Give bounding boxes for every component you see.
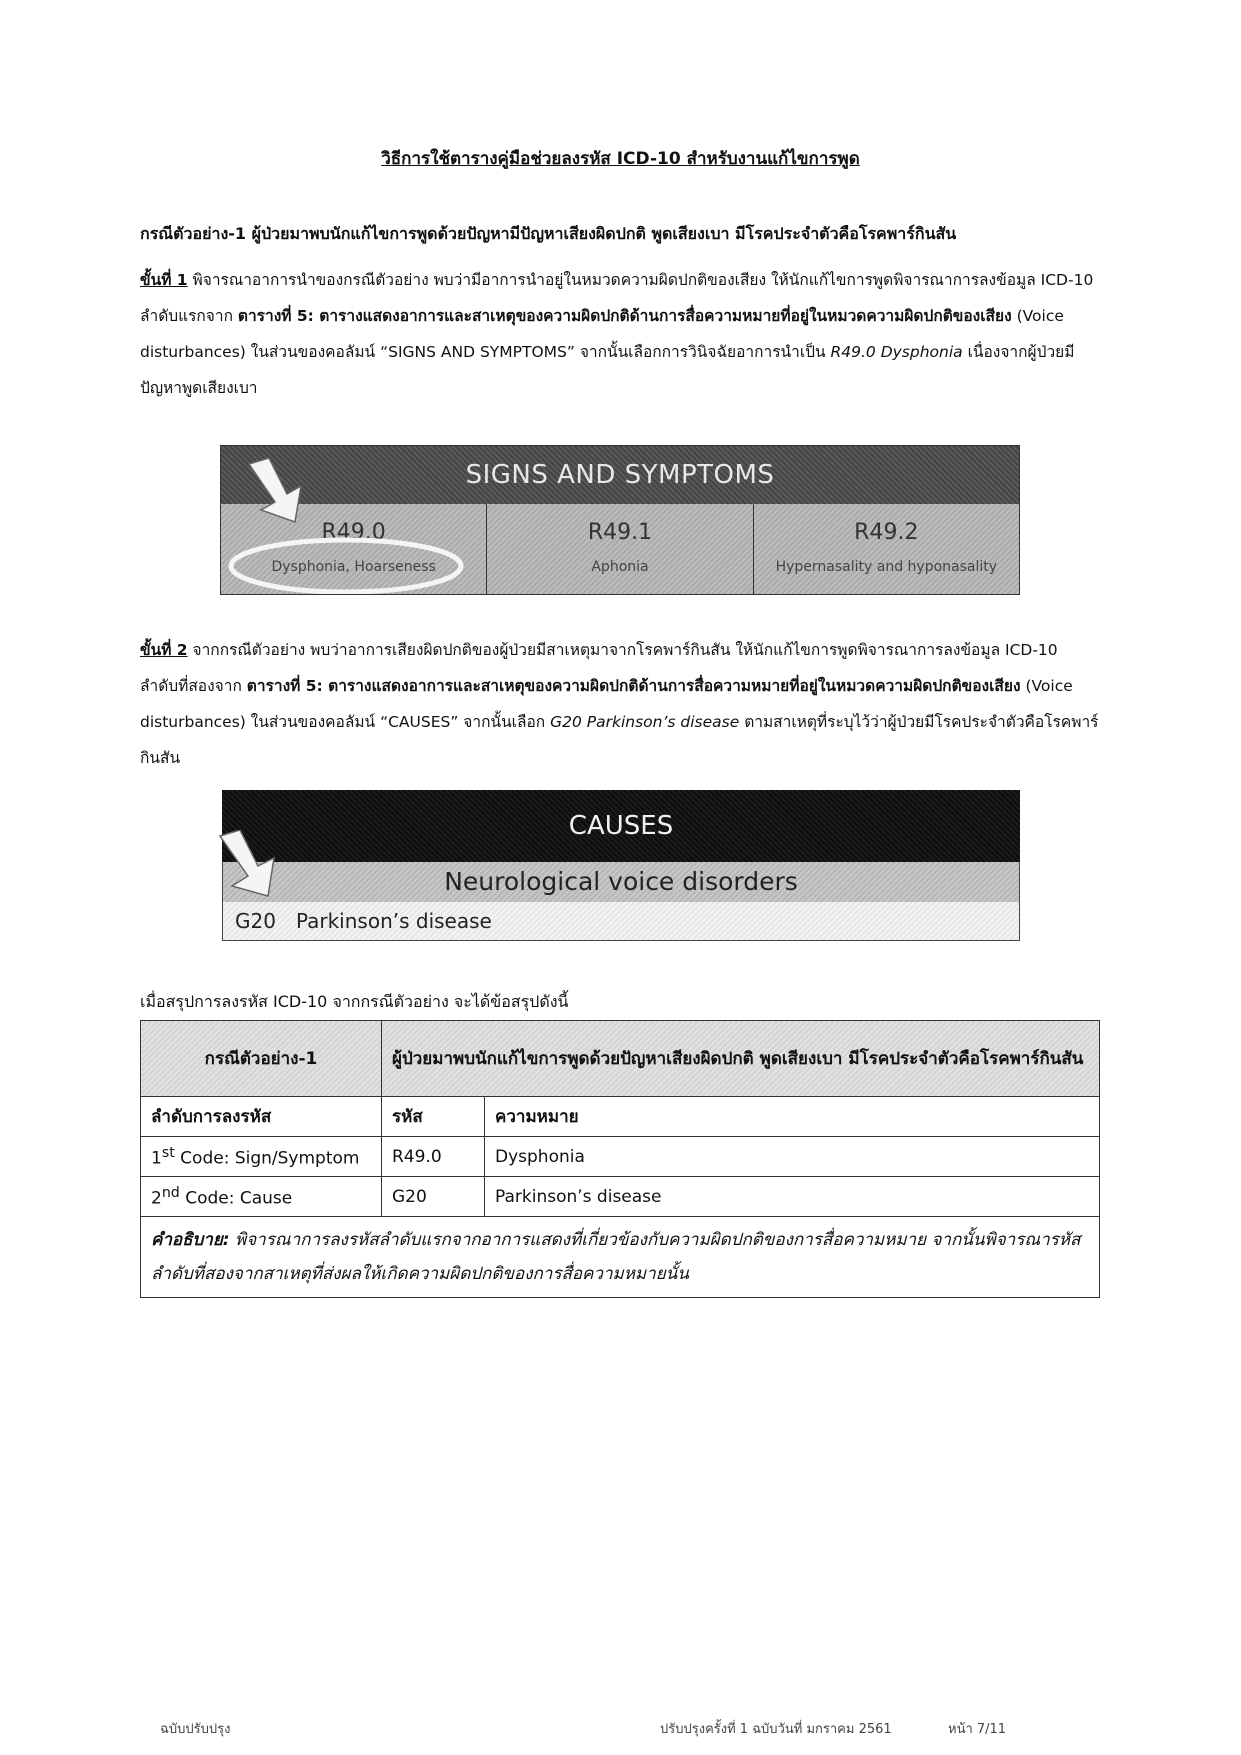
causes-desc: Parkinson’s disease — [295, 909, 492, 933]
ordinal: 2 — [151, 1188, 162, 1209]
signs-header: SIGNS AND SYMPTOMS — [221, 446, 1019, 504]
summary-case-desc: ผู้ป่วยมาพบนักแก้ไขการพูดด้วยปัญหาเสียงผิดปกติ พูดเสียงเบา มีโรคประจำตัวคือโรคพาร์กินสัน — [382, 1021, 1100, 1097]
step2-text2: (Voice disturbances) ในส่วนของคอลัมน์ “CAUSES” จากนั้นเลือก — [140, 677, 1073, 731]
step2-text1: จากกรณีตัวอย่าง พบว่าอาการเสียงผิดปกติของผู้ป่วยมีสาเหตุมาจากโรคพาร์กินสัน ให้นักแก้ไขการพูดพิจารณาการลงข้อมูล ICD-10 ลำดับที่สองจาก — [140, 641, 1058, 695]
sign-cell-r49-2 — [754, 504, 1019, 594]
step1-bold: ตารางที่ 5: ตารางแสดงอาการและสาเหตุของความผิดปกติด้านการสื่อความหมายที่อยู่ในหมวดความผิดปกติของเสียง — [237, 307, 1012, 325]
summary-intro: เมื่อสรุปการลงรหัส ICD-10 จากกรณีตัวอย่าง จะได้ข้อสรุปดังนี้ — [140, 992, 569, 1011]
summary-case-row — [141, 1021, 1100, 1097]
step2-paragraph — [140, 632, 1100, 776]
summary-row-2 — [141, 1177, 1100, 1217]
note-text: พิจารณาการลงรหัสลำดับแรกจากอาการแสดงที่เกี่ยวข้องกับความผิดปกติของการสื่อความหมาย จากนั้นพิจารณารหัสลำดับที่สองจากสาเหตุที่ส่งผลให้เกิดความผิดปกติของการสื่อความหมายนั้น — [151, 1230, 1081, 1284]
causes-code: G20 — [235, 909, 276, 933]
ordinal: 1 — [151, 1148, 162, 1169]
step2-italic: G20 Parkinson’s disease — [550, 713, 740, 731]
footer-left: ฉบับปรับปรุง — [160, 1722, 231, 1737]
causes-table — [222, 790, 1020, 942]
step2-text3: ตามสาเหตุที่ระบุไว้ว่าผู้ป่วยมีโรคประจำตัวคือโรคพาร์กินสัน — [140, 713, 1099, 767]
sign-code: R49.1 — [587, 520, 653, 545]
summary-table — [140, 1020, 1100, 1298]
sign-desc: Hypernasality and hyponasality — [775, 559, 998, 575]
causes-row — [222, 902, 1020, 941]
signs-row — [221, 504, 1019, 594]
sign-code: R49.2 — [854, 520, 919, 545]
row-label: Code: Sign/Symptom — [174, 1148, 360, 1169]
summary-col3: ความหมาย — [485, 1097, 1100, 1137]
summary-header-row — [141, 1097, 1100, 1137]
ordinal-suffix: nd — [161, 1184, 180, 1201]
summary-row2-order — [141, 1177, 382, 1217]
summary-case-label: กรณีตัวอย่าง-1 — [141, 1021, 382, 1097]
note-label: คำอธิบาย: — [151, 1230, 230, 1250]
summary-row2-code: G20 — [382, 1177, 485, 1217]
footer-mid: ปรับปรุงครั้งที่ 1 ฉบับวันที่ มกราคม 2561 — [660, 1722, 892, 1737]
step1-label: ขั้นที่ 1 — [140, 271, 188, 289]
summary-col1: ลำดับการลงรหัส — [141, 1097, 382, 1137]
summary-note — [141, 1217, 1100, 1298]
step1-paragraph — [140, 262, 1100, 406]
step2-label: ขั้นที่ 2 — [140, 641, 188, 659]
page-title: วิธีการใช้ตารางคู่มือช่วยลงรหัส ICD-10 สำหรับงานแก้ไขการพูด — [381, 149, 860, 169]
summary-row1-code: R49.0 — [382, 1137, 485, 1177]
sign-desc: Aphonia — [591, 559, 649, 575]
summary-row1-order — [141, 1137, 382, 1177]
sign-code: R49.0 — [321, 520, 386, 545]
row-label: Code: Cause — [179, 1188, 293, 1209]
step1-text1: พิจารณาอาการนำของกรณีตัวอย่าง พบว่ามีอาการนำอยู่ในหมวดความผิดปกติของเสียง ให้นักแก้ไขการพูดพิจารณาการลงข้อมูล ICD-10 ลำดับแรกจาก — [140, 271, 1094, 325]
sign-desc: Dysphonia, Hoarseness — [271, 559, 436, 575]
summary-col2: รหัส — [382, 1097, 485, 1137]
summary-row2-meaning: Parkinson’s disease — [485, 1177, 1100, 1217]
sign-cell-r49-1 — [487, 504, 753, 594]
step1-text2: (Voice disturbances) ในส่วนของคอลัมน์ “SIGNS AND SYMPTOMS” จากนั้นเลือกการวินิจฉัยอาการนำเป็น — [140, 307, 1064, 361]
arrow-down-icon — [216, 830, 306, 920]
step2-bold: ตารางที่ 5: ตารางแสดงอาการและสาเหตุของความผิดปกติด้านการสื่อความหมายที่อยู่ในหมวดความผิดปกติของเสียง — [246, 677, 1021, 695]
case-heading: กรณีตัวอย่าง-1 ผู้ป่วยมาพบนักแก้ไขการพูดด้วยปัญหามีปัญหาเสียงผิดปกติ พูดเสียงเบา มีโรคประจำตัวคือโรคพาร์กินสัน — [140, 224, 957, 243]
arrow-down-icon — [239, 456, 319, 526]
footer-right: หน้า 7/11 — [948, 1722, 1007, 1737]
summary-row-1 — [141, 1137, 1100, 1177]
step1-italic: R49.0 Dysphonia — [830, 343, 963, 361]
ordinal-suffix: st — [161, 1144, 175, 1161]
summary-note-row — [141, 1217, 1100, 1298]
step1-text3: เนื่องจากผู้ป่วยมีปัญหาพูดเสียงเบา — [140, 343, 1075, 397]
signs-symptoms-table — [220, 445, 1020, 595]
summary-row1-meaning: Dysphonia — [485, 1137, 1100, 1177]
causes-header: CAUSES — [222, 790, 1020, 862]
causes-subheader: Neurological voice disorders — [222, 862, 1020, 902]
